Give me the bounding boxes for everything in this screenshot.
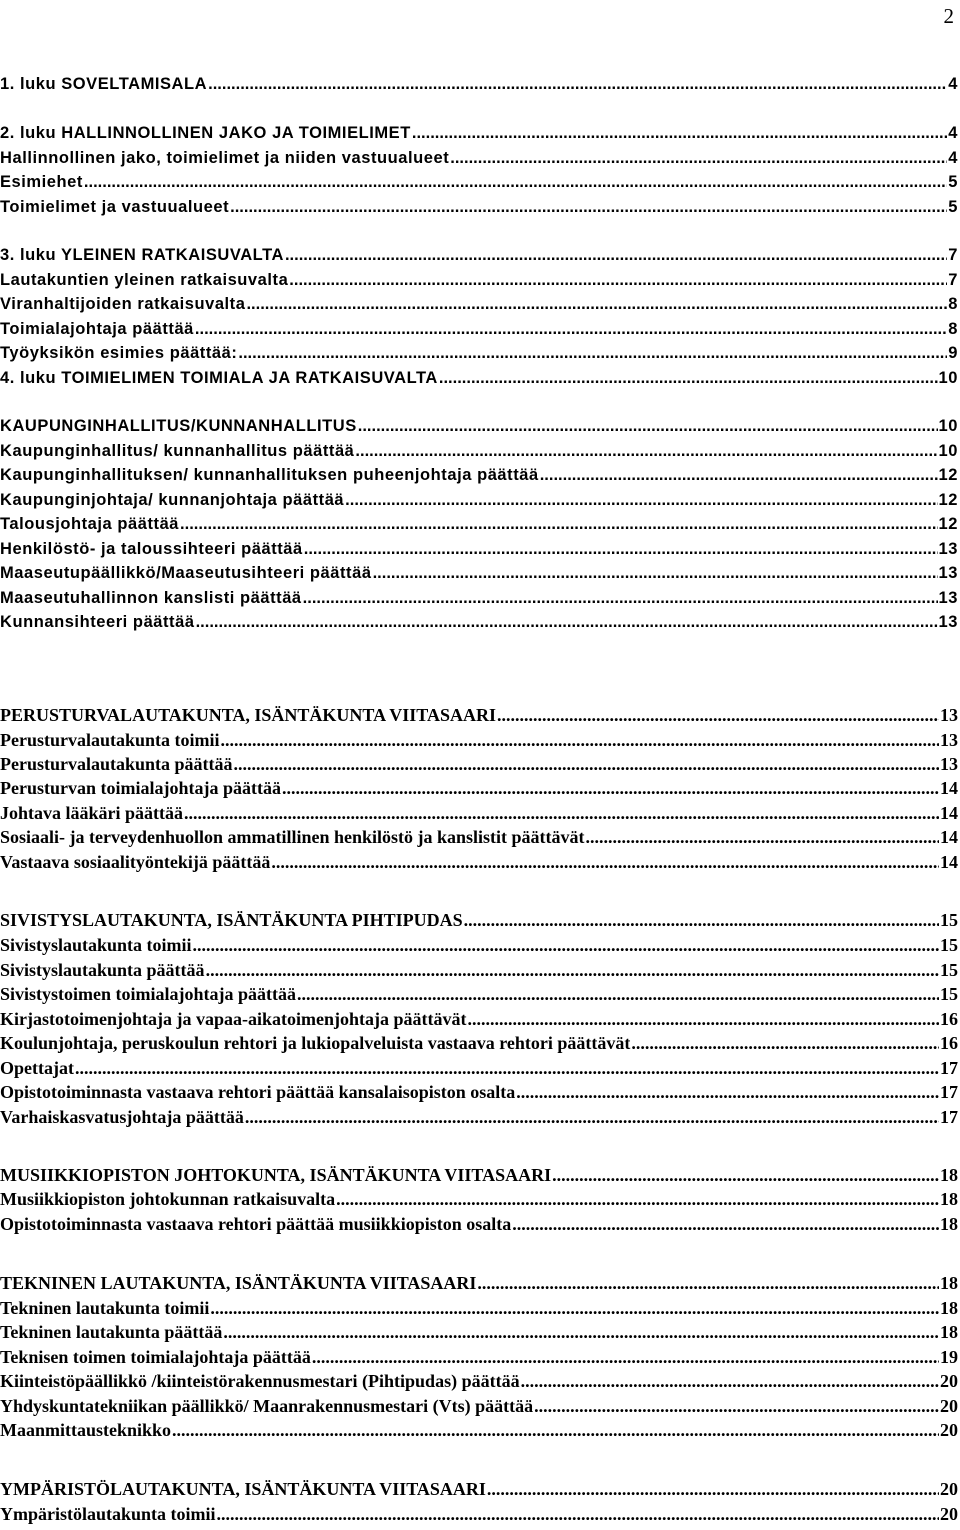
toc-entry-title: Opistotoiminnasta vastaava rehtori päättää kansalaisopiston osalta [0,1082,516,1102]
toc-entry-title: Sosiaali- ja terveydenhuollon ammatillinen henkilöstö ja kanslistit päättävät [0,827,585,847]
toc-entry-page: 13 [940,754,958,774]
toc-entry-title: 4. luku TOIMIELIMEN TOIMIALA JA RATKAISUVALTA [0,369,438,387]
toc-dot-leader [206,958,939,983]
toc-entry-title: Vastaava sosiaalityöntekijä päättää [0,852,271,872]
toc-dot-leader [193,933,939,958]
toc-entry-page: 13 [938,540,958,558]
toc-entry[interactable] [0,1320,958,1345]
toc-entry-page: 8 [948,295,958,313]
toc-entry-title: 2. luku HALLINNOLLINEN JAKO JA TOIMIELIMET [0,124,411,142]
toc-entry-title: Lautakuntien yleinen ratkaisuvalta [0,271,289,289]
toc-dot-leader [450,146,947,171]
toc-dot-leader [497,703,939,728]
toc-dot-leader [221,728,939,753]
toc-entry[interactable] [0,1163,958,1188]
toc-entry-page: 13 [940,705,958,725]
toc-entry-page: 16 [940,1009,958,1029]
toc-entry-page: 13 [938,564,958,582]
toc-entry[interactable] [0,317,958,342]
toc-entry[interactable] [0,586,958,611]
toc-dot-leader [355,439,937,464]
toc-entry[interactable] [0,1345,958,1370]
toc-dot-leader [464,908,939,933]
toc-entry[interactable] [0,561,958,586]
toc-dot-leader [289,268,947,293]
toc-entry-title: PERUSTURVALAUTAKUNTA, ISÄNTÄKUNTA VIITASAARI [0,705,496,725]
toc-entry-title: 1. luku SOVELTAMISALA [0,75,208,93]
toc-entry-title: Maaseutuhallinnon kanslisti päättää [0,589,302,607]
toc-entry[interactable] [0,366,958,391]
toc-entry[interactable] [0,463,958,488]
toc-entry[interactable] [0,610,958,635]
toc-entry-page: 5 [948,198,958,216]
toc-entry[interactable] [0,170,958,195]
toc-entry-page: 10 [938,442,958,460]
toc-dot-leader [208,72,947,97]
toc-entry-page: 14 [940,778,958,798]
toc-entry-title: Kunnansihteeri päättää [0,613,195,631]
toc-entry-page: 14 [940,827,958,847]
toc-entry[interactable] [0,341,958,366]
toc-entry[interactable] [0,776,958,801]
toc-entry-title: Sivistyslautakunta päättää [0,960,205,980]
toc-entry-page: 20 [940,1479,958,1499]
toc-entry-title: Kaupunginhallitus/ kunnanhallitus päättää [0,442,355,460]
toc-entry-page: 4 [948,75,958,93]
toc-dot-leader [373,561,938,586]
toc-entry-title: Hallinnollinen jako, toimielimet ja niiden vastuualueet [0,149,450,167]
toc-entry-page: 7 [948,271,958,289]
toc-entry[interactable] [0,1296,958,1321]
toc-dot-leader [230,195,947,220]
toc-entry[interactable] [0,195,958,220]
toc-dot-leader [467,1007,939,1032]
toc-entry-page: 13 [938,613,958,631]
toc-entry[interactable] [0,537,958,562]
toc-entry-title: Kiinteistöpäällikkö /kiinteistörakennusmestari (Pihtipudas) päättää [0,1371,520,1391]
toc-entry[interactable] [0,1271,958,1296]
toc-entry-page: 10 [938,369,958,387]
toc-entry-page: 15 [940,960,958,980]
toc-entry-title: Maanmittausteknikko [0,1420,172,1440]
toc-entry[interactable] [0,243,958,268]
toc-entry-title: Perusturvalautakunta toimii [0,730,220,750]
toc-entry[interactable] [0,728,958,753]
toc-entry-page: 7 [948,246,958,264]
toc-entry-title: Talousjohtaja päättää [0,515,180,533]
toc-dot-leader [180,512,938,537]
toc-entry-title: YMPÄRISTÖLAUTAKUNTA, ISÄNTÄKUNTA VIITASAARI [0,1479,486,1499]
toc-entry[interactable] [0,801,958,826]
toc-entry[interactable] [0,72,958,97]
page-number: 2 [943,4,954,28]
toc-entry-page: 4 [948,124,958,142]
toc-entry-title: SIVISTYSLAUTAKUNTA, ISÄNTÄKUNTA PIHTIPUDAS [0,910,463,930]
toc-dot-leader [297,982,939,1007]
toc-dot-leader [234,752,939,777]
toc-entry-title: Toimielimet ja vastuualueet [0,198,230,216]
toc-entry-title: Varhaiskasvatusjohtaja päättää [0,1107,244,1127]
toc-dot-leader [487,1477,939,1502]
toc-entry-page: 15 [940,984,958,1004]
toc-dot-leader [540,463,938,488]
toc-entry-title: Tekninen lautakunta toimii [0,1298,210,1318]
toc-entry[interactable] [0,488,958,513]
toc-entry-page: 17 [940,1107,958,1127]
toc-entry-title: Tekninen lautakunta päättää [0,1322,223,1342]
toc-entry-page: 18 [940,1189,958,1209]
toc-dot-leader [217,1502,939,1527]
toc-entry-page: 18 [940,1165,958,1185]
toc-entry[interactable] [0,825,958,850]
toc-dot-leader [521,1369,939,1394]
toc-entry-title: Esimiehet [0,173,83,191]
toc-entry-title: MUSIIKKIOPISTON JOHTOKUNTA, ISÄNTÄKUNTA VIITASAARI [0,1165,552,1185]
toc-entry-page: 19 [940,1347,958,1367]
toc-dot-leader [312,1345,939,1370]
toc-dot-leader [439,366,938,391]
toc-dot-leader [184,801,939,826]
toc-entry[interactable] [0,982,958,1007]
toc-dot-leader [477,1271,939,1296]
toc-entry-title: Yhdyskuntatekniikan päällikkö/ Maanrakennusmestari (Vts) päättää [0,1396,534,1416]
toc-entry[interactable] [0,850,958,875]
toc-entry[interactable] [0,1080,958,1105]
toc-dot-leader [631,1031,939,1056]
toc-dot-leader [245,1105,939,1130]
toc-entry-page: 18 [940,1273,958,1293]
toc-entry-title: Johtava lääkäri päättää [0,803,184,823]
toc-entry-page: 20 [940,1371,958,1391]
toc-dot-leader [172,1418,939,1443]
toc-entry-page: 4 [948,149,958,167]
toc-entry[interactable] [0,268,958,293]
toc-entry[interactable] [0,1418,958,1443]
toc-entry-page: 5 [948,173,958,191]
toc-entry[interactable] [0,146,958,171]
toc-entry-title: Opistotoiminnasta vastaava rehtori päättää musiikkiopiston osalta [0,1214,512,1234]
toc-entry[interactable] [0,1187,958,1212]
toc-dot-leader [586,825,939,850]
toc-entry-title: Työyksikön esimies päättää: [0,344,238,362]
toc-dot-leader [516,1080,939,1105]
toc-entry-title: Ympäristölautakunta toimii [0,1504,216,1524]
toc-dot-leader [238,341,947,366]
toc-dot-leader [84,170,947,195]
toc-entry-title: Koulunjohtaja, peruskoulun rehtori ja lukiopalveluista vastaava rehtori päättävät [0,1033,631,1053]
toc-dot-leader [512,1212,939,1237]
toc-entry-title: Perusturvalautakunta päättää [0,754,233,774]
toc-entry-page: 20 [940,1420,958,1440]
toc-entry[interactable] [0,1477,958,1502]
toc-entry-page: 15 [940,910,958,930]
toc-entry-page: 18 [940,1214,958,1234]
toc-dot-leader [336,1187,939,1212]
toc-entry-page: 20 [940,1504,958,1524]
toc-entry[interactable] [0,908,958,933]
toc-entry[interactable] [0,1212,958,1237]
toc-entry-page: 8 [948,320,958,338]
toc-entry[interactable] [0,1031,958,1056]
toc-dot-leader [196,610,938,635]
toc-entry[interactable] [0,1105,958,1130]
toc-entry-title: Kaupunginjohtaja/ kunnanjohtaja päättää [0,491,345,509]
toc-entry-page: 13 [940,730,958,750]
toc-entry-title: Sivistystoimen toimialajohtaja päättää [0,984,296,1004]
toc-dot-leader [552,1163,939,1188]
toc-dot-leader [271,850,939,875]
toc-entry-title: KAUPUNGINHALLITUS/KUNNANHALLITUS [0,417,357,435]
toc-entry-title: Teknisen toimen toimialajohtaja päättää [0,1347,311,1367]
toc-entry[interactable] [0,439,958,464]
toc-entry-page: 14 [940,852,958,872]
toc-entry-page: 15 [940,935,958,955]
toc-entry-title: Maaseutupäällikkö/Maaseutusihteeri päättää [0,564,372,582]
toc-dot-leader [195,317,947,342]
toc-entry-title: Toimialajohtaja päättää [0,320,194,338]
toc-dot-leader [75,1056,939,1081]
toc-entry[interactable] [0,1502,958,1527]
toc-dot-leader [304,537,938,562]
toc-entry-title: Kaupunginhallituksen/ kunnanhallituksen puheenjohtaja päättää [0,466,539,484]
toc-dot-leader [246,292,947,317]
toc-entry-title: TEKNINEN LAUTAKUNTA, ISÄNTÄKUNTA VIITASAARI [0,1273,477,1293]
toc-dot-leader [358,414,938,439]
toc-entry-page: 20 [940,1396,958,1416]
toc-entry-title: Viranhaltijoiden ratkaisuvalta [0,295,246,313]
toc-entry-page: 12 [938,491,958,509]
toc-entry-page: 17 [940,1082,958,1102]
toc-entry[interactable] [0,1369,958,1394]
toc-dot-leader [534,1394,939,1419]
toc-entry-page: 18 [940,1298,958,1318]
toc-entry-title: Sivistyslautakunta toimii [0,935,192,955]
toc-entry-page: 14 [940,803,958,823]
toc-dot-leader [412,121,947,146]
toc-entry[interactable] [0,292,958,317]
toc-entry-page: 13 [938,589,958,607]
toc-entry-title: Henkilöstö- ja taloussihteeri päättää [0,540,303,558]
toc-entry-title: Perusturvan toimialajohtaja päättää [0,778,281,798]
toc-entry-title: 3. luku YLEINEN RATKAISUVALTA [0,246,284,264]
toc-entry-page: 12 [938,466,958,484]
toc-entry[interactable] [0,1056,958,1081]
toc-dot-leader [210,1296,939,1321]
toc-dot-leader [282,776,939,801]
toc-entry-page: 10 [938,417,958,435]
toc-entry-page: 16 [940,1033,958,1053]
toc-entry[interactable] [0,752,958,777]
toc-dot-leader [285,243,947,268]
toc-entry[interactable] [0,121,958,146]
toc-dot-leader [303,586,938,611]
toc-entry[interactable] [0,958,958,983]
toc-dot-leader [345,488,937,513]
toc-entry-page: 12 [938,515,958,533]
toc-entry[interactable] [0,1394,958,1419]
toc-entry-title: Opettajat [0,1058,74,1078]
toc-entry-page: 18 [940,1322,958,1342]
toc-entry[interactable] [0,512,958,537]
toc-entry-title: Kirjastotoimenjohtaja ja vapaa-aikatoimenjohtaja päättävät [0,1009,467,1029]
toc-entry[interactable] [0,414,958,439]
toc-entry[interactable] [0,1007,958,1032]
toc-entry-title: Musiikkiopiston johtokunnan ratkaisuvalta [0,1189,336,1209]
toc-entry[interactable] [0,933,958,958]
toc-entry-page: 9 [948,344,958,362]
toc-entry-page: 17 [940,1058,958,1078]
toc-entry[interactable] [0,703,958,728]
toc-dot-leader [223,1320,939,1345]
